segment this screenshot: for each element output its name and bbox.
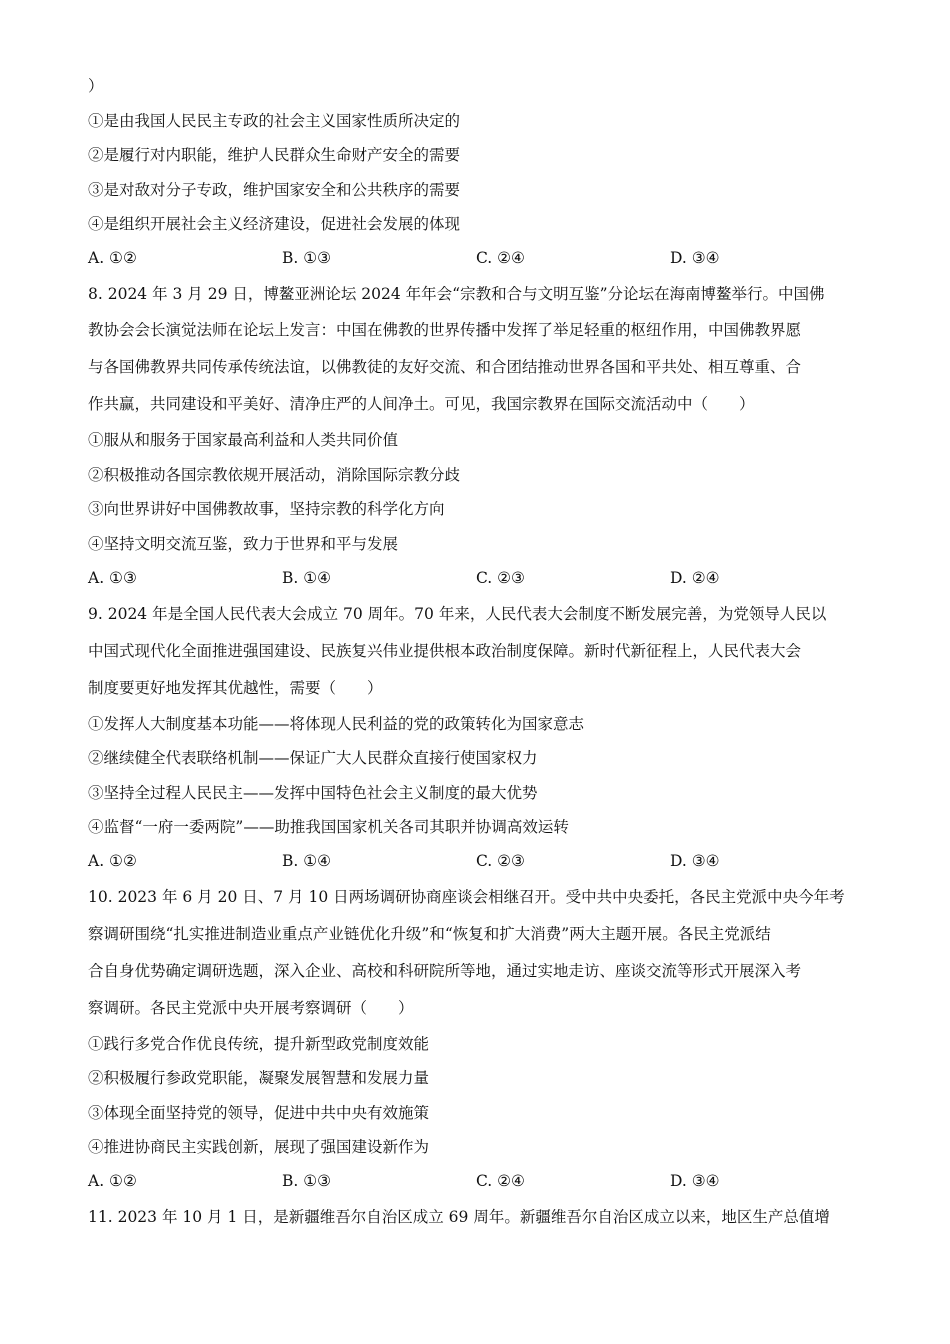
q8-item-3: ③向世界讲好中国佛教故事，坚持宗教的科学化方向 — [88, 500, 445, 518]
q8-stem-line-1: 8. 2024 年 3 月 29 日，博鳌亚洲论坛 2024 年年会“宗教和合与文明互鉴”分论坛在海南博鳌举行。中国佛 — [88, 285, 825, 303]
q8-option-a[interactable]: A. ①③ — [88, 569, 137, 587]
q9-stem-line-1: 9. 2024 年是全国人民代表大会成立 70 周年。70 年来，人民代表大会制度不断发展完善，为党领导人民以 — [88, 605, 827, 623]
q7-item-1: ①是由我国人民民主专政的社会主义国家性质所决定的 — [88, 112, 461, 130]
q11-stem-line-1: 11. 2023 年 10 月 1 日，是新疆维吾尔自治区成立 69 周年。新疆维吾尔自治区成立以来，地区生产总值增 — [88, 1208, 830, 1226]
q10-option-c[interactable]: C. ②④ — [476, 1172, 525, 1190]
q8-stem-line-2: 教协会会长演觉法师在论坛上发言：中国在佛教的世界传播中发挥了举足轻重的枢纽作用，中国佛教界愿 — [88, 321, 802, 339]
q10-item-3: ③体现全面坚持党的领导，促进中共中央有效施策 — [88, 1104, 430, 1122]
q7-options — [88, 248, 868, 268]
q7-item-3: ③是对敌对分子专政，维护国家安全和公共秩序的需要 — [88, 181, 461, 199]
q8-option-d[interactable]: D. ②④ — [670, 569, 720, 587]
q7-option-a[interactable]: A. ①② — [88, 249, 137, 267]
q7-option-b[interactable]: B. ①③ — [282, 249, 332, 267]
q8-options — [88, 568, 868, 588]
q10-stem-line-1: 10. 2023 年 6 月 20 日、7 月 10 日两场调研协商座谈会相继召开。受中共中央委托，各民主党派中央今年考 — [88, 888, 845, 906]
q9-options — [88, 851, 868, 871]
q10-stem-line-3: 合自身优势确定调研选题，深入企业、高校和科研院所等地，通过实地走访、座谈交流等形式开展深入考 — [88, 962, 802, 980]
q10-item-2: ②积极履行参政党职能，凝聚发展智慧和发展力量 — [88, 1069, 430, 1087]
q8-stem-line-3: 与各国佛教界共同传承传统法谊，以佛教徒的友好交流、和合团结推动世界各国和平共处、相互尊重、合 — [88, 358, 802, 376]
q7-item-4: ④是组织开展社会主义经济建设，促进社会发展的体现 — [88, 215, 461, 233]
q9-stem-line-2: 中国式现代化全面推进强国建设、民族复兴伟业提供根本政治制度保障。新时代新征程上，人民代表大会 — [88, 642, 802, 660]
q8-option-c[interactable]: C. ②③ — [476, 569, 525, 587]
q10-options — [88, 1171, 868, 1191]
q8-stem-line-4: 作共赢，共同建设和平美好、清净庄严的人间净土。可见，我国宗教界在国际交流活动中（ ） — [88, 395, 755, 413]
q9-option-d[interactable]: D. ③④ — [670, 852, 720, 870]
q10-item-1: ①践行多党合作优良传统，提升新型政党制度效能 — [88, 1035, 430, 1053]
q10-option-d[interactable]: D. ③④ — [670, 1172, 720, 1190]
q9-option-c[interactable]: C. ②③ — [476, 852, 525, 870]
q8-item-1: ①服从和服务于国家最高利益和人类共同价值 — [88, 431, 399, 449]
q8-option-b[interactable]: B. ①④ — [282, 569, 332, 587]
q8-item-4: ④坚持文明交流互鉴，致力于世界和平与发展 — [88, 535, 399, 553]
q9-stem-line-3: 制度要更好地发挥其优越性，需要（ ） — [88, 679, 383, 697]
q7-stem-tail: ） — [88, 77, 104, 95]
q10-stem-line-4: 察调研。各民主党派中央开展考察调研（ ） — [88, 999, 414, 1017]
q9-option-a[interactable]: A. ①② — [88, 852, 137, 870]
q8-item-2: ②积极推动各国宗教依规开展活动，消除国际宗教分歧 — [88, 466, 461, 484]
q7-option-c[interactable]: C. ②④ — [476, 249, 525, 267]
q9-item-4: ④监督“一府一委两院”——助推我国国家机关各司其职并协调高效运转 — [88, 818, 569, 836]
q9-option-b[interactable]: B. ①④ — [282, 852, 332, 870]
q9-item-3: ③坚持全过程人民民主——发挥中国特色社会主义制度的最大优势 — [88, 784, 538, 802]
q10-option-b[interactable]: B. ①③ — [282, 1172, 332, 1190]
q9-item-1: ①发挥人大制度基本功能——将体现人民利益的党的政策转化为国家意志 — [88, 715, 585, 733]
q10-item-4: ④推进协商民主实践创新，展现了强国建设新作为 — [88, 1138, 430, 1156]
q10-stem-line-2: 察调研围绕“扎实推进制造业重点产业链优化升级”和“恢复和扩大消费”两大主题开展。各民主党派结 — [88, 925, 771, 943]
q10-option-a[interactable]: A. ①② — [88, 1172, 137, 1190]
q9-item-2: ②继续健全代表联络机制——保证广大人民群众直接行使国家权力 — [88, 749, 538, 767]
q7-item-2: ②是履行对内职能，维护人民群众生命财产安全的需要 — [88, 146, 461, 164]
q7-option-d[interactable]: D. ③④ — [670, 249, 720, 267]
